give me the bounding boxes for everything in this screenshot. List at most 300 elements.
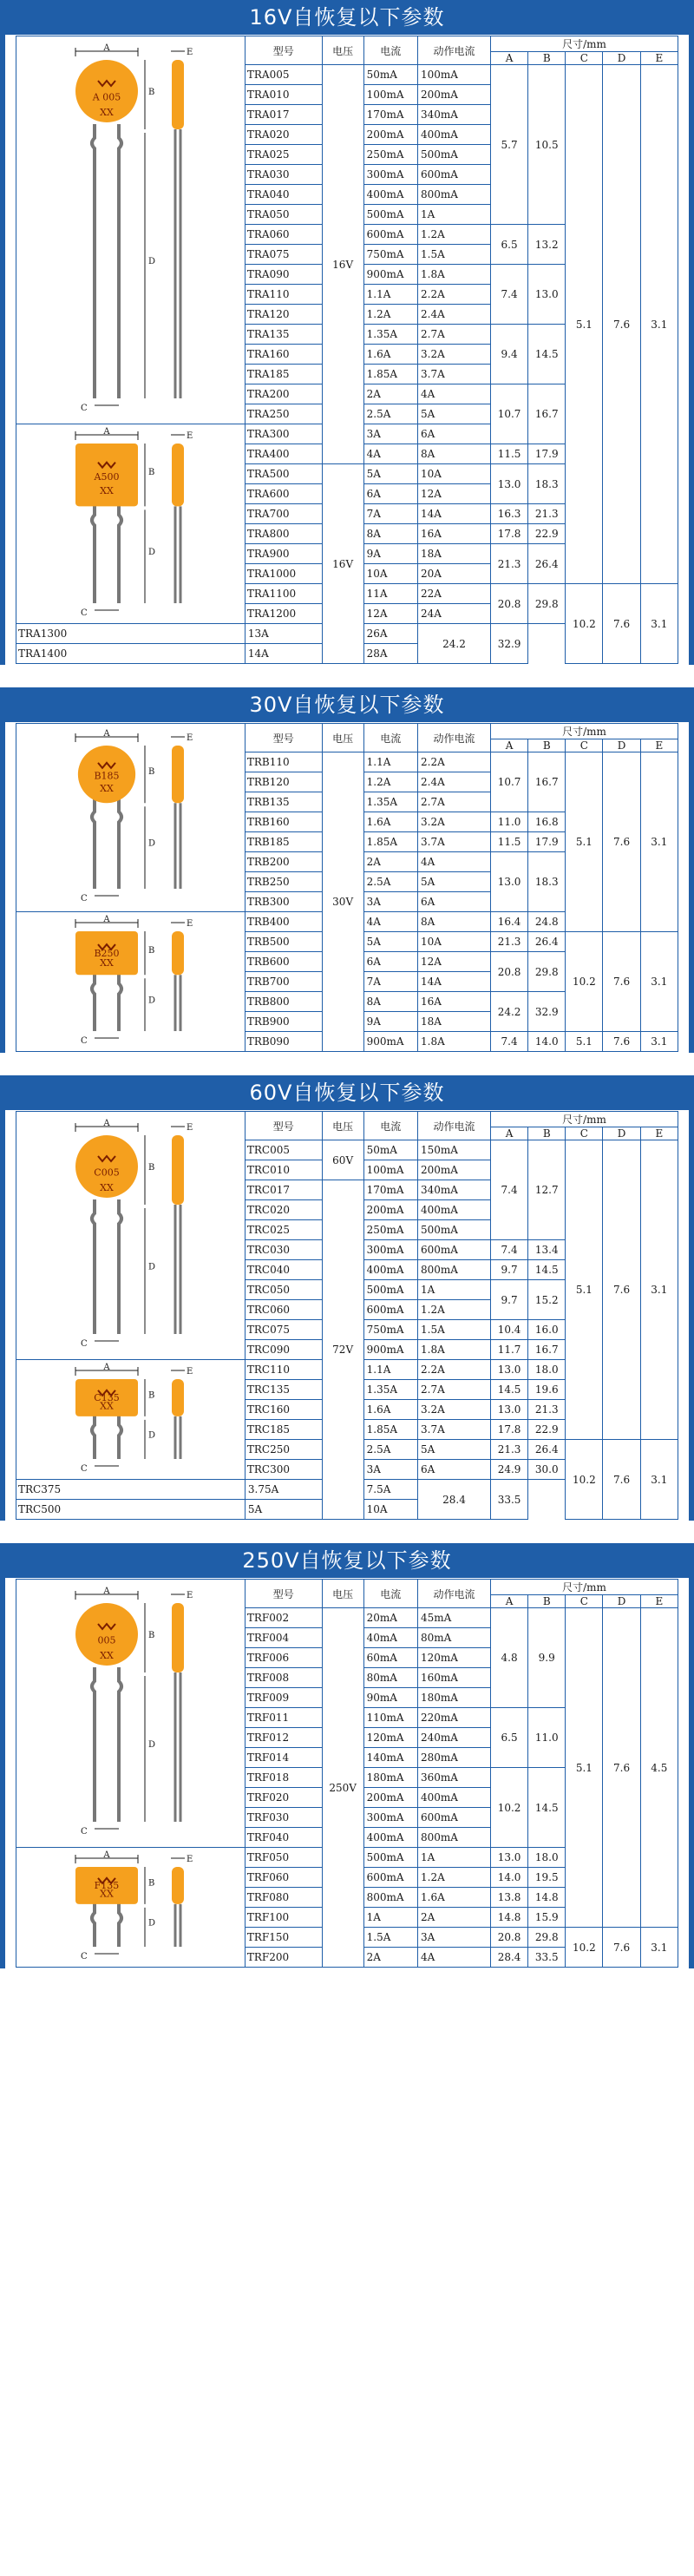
dim-a-cell: 7.4 xyxy=(490,265,527,325)
current-cell: 500mA xyxy=(363,1280,417,1300)
dim-b-cell: 18.3 xyxy=(528,464,566,504)
dim-a-cell: 20.8 xyxy=(490,952,527,992)
column-header-b: B xyxy=(528,1595,566,1608)
product-drawing xyxy=(16,1848,246,1968)
dim-b-cell: 21.3 xyxy=(528,504,566,524)
dim-a-cell: 16.3 xyxy=(490,504,527,524)
current-cell: 2.5A xyxy=(363,872,417,892)
dim-c-cell: 5.1 xyxy=(566,752,603,932)
current-cell: 300mA xyxy=(363,1808,417,1828)
dim-b-cell: 12.7 xyxy=(528,1140,566,1240)
dim-b-cell: 26.4 xyxy=(528,1440,566,1460)
trip-current-cell: 500mA xyxy=(418,1220,491,1240)
trip-current-cell: 18A xyxy=(418,1012,491,1032)
trip-current-cell: 16A xyxy=(418,992,491,1012)
svg-text:A: A xyxy=(103,1362,111,1372)
column-header-model: 型号 xyxy=(245,1112,322,1140)
model-cell: TRC250 xyxy=(245,1440,322,1460)
trip-current-cell: 1A xyxy=(418,1848,491,1868)
dim-a-cell: 10.4 xyxy=(490,1320,527,1340)
dim-c-cell: 5.1 xyxy=(566,1032,603,1052)
column-header-e: E xyxy=(640,52,678,65)
dim-c-cell: 5.1 xyxy=(566,1608,603,1928)
trip-current-cell: 1.2A xyxy=(418,1300,491,1320)
section-title: 250V自恢复以下参数 xyxy=(242,1548,452,1573)
svg-text:C135: C135 xyxy=(94,1391,121,1403)
svg-text:XX: XX xyxy=(100,1887,115,1899)
column-header-model: 型号 xyxy=(245,724,322,752)
current-cell: 400mA xyxy=(363,1828,417,1848)
trip-current-cell: 100mA xyxy=(418,65,491,85)
trip-current-cell: 24A xyxy=(418,604,491,624)
dim-b-cell: 26.4 xyxy=(528,544,566,584)
disc-ptc-fuse-drawing xyxy=(48,1118,213,1353)
trip-current-cell: 600mA xyxy=(418,1808,491,1828)
trip-current-cell: 5A xyxy=(418,404,491,424)
model-cell: TRA200 xyxy=(245,384,322,404)
column-header-voltage: 电压 xyxy=(322,724,363,752)
model-cell: TRF009 xyxy=(245,1688,322,1708)
dim-a-cell: 6.5 xyxy=(490,225,527,265)
svg-text:C: C xyxy=(81,1463,88,1474)
current-cell: 1.85A xyxy=(363,1420,417,1440)
section-separator xyxy=(0,1521,694,1543)
dim-e-cell: 3.1 xyxy=(640,584,678,664)
svg-text:E: E xyxy=(187,1366,193,1377)
model-cell: TRA800 xyxy=(245,524,322,544)
svg-text:C: C xyxy=(81,1035,88,1046)
current-cell: 2A xyxy=(363,384,417,404)
dim-b-cell: 18.0 xyxy=(528,1848,566,1868)
column-header-d: D xyxy=(603,52,640,65)
model-cell: TRB250 xyxy=(245,872,322,892)
dim-a-cell: 20.8 xyxy=(490,584,527,624)
current-cell: 200mA xyxy=(363,1788,417,1808)
svg-text:XX: XX xyxy=(100,484,115,496)
model-cell: TRF100 xyxy=(245,1908,322,1928)
trip-current-cell: 800mA xyxy=(418,1260,491,1280)
svg-text:F135: F135 xyxy=(95,1879,120,1891)
dim-b-cell: 22.9 xyxy=(528,524,566,544)
dim-a-cell: 11.5 xyxy=(490,444,527,464)
trip-current-cell: 26A xyxy=(363,624,417,644)
model-cell: TRA090 xyxy=(245,265,322,285)
trip-current-cell: 4A xyxy=(418,852,491,872)
svg-text:A: A xyxy=(103,43,111,53)
dim-b-cell: 16.7 xyxy=(528,752,566,812)
dim-a-cell: 16.4 xyxy=(490,912,527,932)
current-cell: 8A xyxy=(363,992,417,1012)
current-cell: 2A xyxy=(363,1948,417,1968)
dim-b-cell: 24.8 xyxy=(528,912,566,932)
model-cell: TRB400 xyxy=(245,912,322,932)
trip-current-cell: 340mA xyxy=(418,1180,491,1200)
dim-a-cell: 14.8 xyxy=(490,1908,527,1928)
trip-current-cell: 200mA xyxy=(418,1160,491,1180)
svg-text:C: C xyxy=(81,1827,88,1837)
model-cell: TRC060 xyxy=(245,1300,322,1320)
dim-b-cell: 29.8 xyxy=(528,584,566,624)
model-cell: TRA110 xyxy=(245,285,322,305)
column-header-dimensions: 尺寸/mm xyxy=(490,1580,678,1595)
svg-text:B: B xyxy=(148,1631,155,1640)
svg-text:E: E xyxy=(187,1123,193,1133)
svg-text:A: A xyxy=(103,728,111,739)
trip-current-cell: 220mA xyxy=(418,1708,491,1728)
trip-current-cell: 1.5A xyxy=(418,245,491,265)
current-cell: 6A xyxy=(363,952,417,972)
svg-text:D: D xyxy=(148,1262,156,1272)
current-cell: 100mA xyxy=(363,1160,417,1180)
model-cell: TRB200 xyxy=(245,852,322,872)
svg-text:C005: C005 xyxy=(94,1166,121,1179)
dim-c-cell: 5.1 xyxy=(566,65,603,584)
svg-text:C: C xyxy=(81,1951,88,1962)
model-cell: TRC020 xyxy=(245,1200,322,1220)
model-cell: TRA1400 xyxy=(16,644,246,664)
rect-ptc-fuse-drawing xyxy=(48,914,213,1050)
column-header-e: E xyxy=(640,1127,678,1140)
column-header-model: 型号 xyxy=(245,1580,322,1608)
current-cell: 1A xyxy=(363,1908,417,1928)
current-cell: 1.35A xyxy=(363,325,417,345)
current-cell: 250mA xyxy=(363,1220,417,1240)
model-cell: TRA005 xyxy=(245,65,322,85)
dim-b-cell: 18.0 xyxy=(528,1360,566,1380)
trip-current-cell: 12A xyxy=(418,952,491,972)
current-cell: 80mA xyxy=(363,1668,417,1688)
svg-text:C: C xyxy=(81,893,88,904)
dim-a-cell: 9.7 xyxy=(490,1260,527,1280)
trip-current-cell: 600mA xyxy=(418,1240,491,1260)
svg-text:XX: XX xyxy=(100,782,115,794)
svg-text:E: E xyxy=(187,48,193,57)
current-cell: 50mA xyxy=(363,1140,417,1160)
column-header-a: A xyxy=(490,1595,527,1608)
model-cell: TRA017 xyxy=(245,105,322,125)
trip-current-cell: 3.7A xyxy=(418,1420,491,1440)
section-separator xyxy=(0,665,694,687)
parameter-section xyxy=(0,1075,694,1521)
trip-current-cell: 2.7A xyxy=(418,1380,491,1400)
column-header-voltage: 电压 xyxy=(322,1112,363,1140)
model-cell: TRC300 xyxy=(245,1460,322,1480)
trip-current-cell: 16A xyxy=(418,524,491,544)
dim-b-cell: 33.5 xyxy=(528,1948,566,1968)
current-cell: 4A xyxy=(363,444,417,464)
trip-current-cell: 2.4A xyxy=(418,305,491,325)
trip-current-cell: 80mA xyxy=(418,1628,491,1648)
model-cell: TRC050 xyxy=(245,1280,322,1300)
model-cell: TRF008 xyxy=(245,1668,322,1688)
column-header-current: 电流 xyxy=(363,1112,417,1140)
voltage-cell xyxy=(322,464,363,664)
svg-text:C: C xyxy=(81,1339,88,1349)
column-header-e: E xyxy=(640,1595,678,1608)
model-cell: TRC185 xyxy=(245,1420,322,1440)
trip-current-cell: 240mA xyxy=(418,1728,491,1748)
svg-text:A: A xyxy=(103,1119,111,1128)
column-header-d: D xyxy=(603,1127,640,1140)
voltage-value: 16V xyxy=(332,258,354,271)
current-cell: 1.2A xyxy=(363,772,417,792)
dim-a-cell: 10.7 xyxy=(490,752,527,812)
disc-ptc-fuse-drawing xyxy=(48,1586,213,1841)
dim-a-cell: 17.8 xyxy=(490,1420,527,1440)
column-header-current: 电流 xyxy=(363,36,417,65)
dim-e-cell: 3.1 xyxy=(640,1440,678,1520)
current-cell: 750mA xyxy=(363,1320,417,1340)
dim-a-cell: 10.2 xyxy=(490,1768,527,1848)
trip-current-cell: 4A xyxy=(418,1948,491,1968)
model-cell: TRA050 xyxy=(245,205,322,225)
trip-current-cell: 3.2A xyxy=(418,1400,491,1420)
current-cell: 1.5A xyxy=(363,1928,417,1948)
dim-b-cell: 14.5 xyxy=(528,1260,566,1280)
dim-b-cell: 14.8 xyxy=(528,1888,566,1908)
current-cell: 5A xyxy=(245,1500,322,1520)
model-cell: TRB090 xyxy=(245,1032,322,1052)
current-cell: 1.85A xyxy=(363,832,417,852)
svg-text:D: D xyxy=(148,257,156,266)
spec-table xyxy=(16,1111,678,1520)
dim-b-cell: 16.0 xyxy=(528,1320,566,1340)
current-cell: 1.1A xyxy=(363,752,417,772)
model-cell: TRA250 xyxy=(245,404,322,424)
product-drawing xyxy=(16,1580,246,1848)
model-cell: TRA700 xyxy=(245,504,322,524)
trip-current-cell: 1.6A xyxy=(418,1888,491,1908)
dim-c-cell: 10.2 xyxy=(566,1928,603,1968)
disc-ptc-fuse-drawing xyxy=(48,43,213,417)
trip-current-cell: 10A xyxy=(418,464,491,484)
column-header-dimensions: 尺寸/mm xyxy=(490,1112,678,1127)
current-cell: 9A xyxy=(363,1012,417,1032)
current-cell: 900mA xyxy=(363,265,417,285)
trip-current-cell: 180mA xyxy=(418,1688,491,1708)
model-cell: TRB600 xyxy=(245,952,322,972)
column-header-a: A xyxy=(490,52,527,65)
column-header-c: C xyxy=(566,1127,603,1140)
dim-c-cell: 10.2 xyxy=(566,932,603,1032)
current-cell: 4A xyxy=(363,912,417,932)
current-cell: 6A xyxy=(363,484,417,504)
trip-current-cell: 2.2A xyxy=(418,1360,491,1380)
column-header-a: A xyxy=(490,739,527,752)
current-cell: 400mA xyxy=(363,185,417,205)
trip-current-cell: 45mA xyxy=(418,1608,491,1628)
parameter-section xyxy=(0,0,694,665)
svg-text:B185: B185 xyxy=(94,769,120,781)
dim-b-cell: 17.9 xyxy=(528,444,566,464)
trip-current-cell: 5A xyxy=(418,872,491,892)
trip-current-cell: 500mA xyxy=(418,145,491,165)
svg-text:E: E xyxy=(187,1854,193,1864)
model-cell: TRB900 xyxy=(245,1012,322,1032)
model-cell: TRC030 xyxy=(245,1240,322,1260)
current-cell: 1.6A xyxy=(363,1400,417,1420)
svg-text:B: B xyxy=(148,766,155,777)
dim-a-cell: 14.0 xyxy=(490,1868,527,1888)
dim-b-cell: 30.0 xyxy=(528,1460,566,1480)
trip-current-cell: 2.7A xyxy=(418,325,491,345)
current-cell: 50mA xyxy=(363,65,417,85)
model-cell: TRF006 xyxy=(245,1648,322,1668)
dim-b-cell: 32.9 xyxy=(490,624,527,664)
product-drawing xyxy=(16,912,246,1052)
current-cell: 5A xyxy=(363,932,417,952)
dim-e-cell: 3.1 xyxy=(640,1928,678,1968)
voltage-value: 60V xyxy=(332,1153,354,1166)
current-cell: 100mA xyxy=(363,85,417,105)
trip-current-cell: 1.5A xyxy=(418,1320,491,1340)
model-cell: TRA040 xyxy=(245,185,322,205)
model-cell: TRC160 xyxy=(245,1400,322,1420)
model-cell: TRF018 xyxy=(245,1768,322,1788)
product-drawing xyxy=(16,36,246,424)
current-cell: 3A xyxy=(363,1460,417,1480)
spec-table xyxy=(16,1579,678,1968)
dim-a-cell: 21.3 xyxy=(490,1440,527,1460)
model-cell: TRA135 xyxy=(245,325,322,345)
dim-a-cell: 14.5 xyxy=(490,1380,527,1400)
model-cell: TRB160 xyxy=(245,812,322,832)
model-cell: TRC075 xyxy=(245,1320,322,1340)
dim-b-cell: 13.0 xyxy=(528,265,566,325)
svg-text:D: D xyxy=(148,1740,156,1750)
dim-e-cell: 4.5 xyxy=(640,1608,678,1928)
rect-ptc-fuse-drawing xyxy=(48,1362,213,1478)
trip-current-cell: 22A xyxy=(418,584,491,604)
rect-ptc-fuse-drawing xyxy=(48,1850,213,1966)
svg-text:D: D xyxy=(148,1917,156,1928)
trip-current-cell: 2.4A xyxy=(418,772,491,792)
current-cell: 2.5A xyxy=(363,404,417,424)
trip-current-cell: 8A xyxy=(418,444,491,464)
trip-current-cell: 160mA xyxy=(418,1668,491,1688)
dim-a-cell: 4.8 xyxy=(490,1608,527,1708)
dim-a-cell: 13.0 xyxy=(490,1360,527,1380)
current-cell: 200mA xyxy=(363,1200,417,1220)
model-cell: TRF014 xyxy=(245,1748,322,1768)
svg-text:B: B xyxy=(148,1877,155,1888)
current-cell: 1.35A xyxy=(363,792,417,812)
column-header-dimensions: 尺寸/mm xyxy=(490,36,678,52)
dim-b-cell: 19.6 xyxy=(528,1380,566,1400)
dim-a-cell: 9.7 xyxy=(490,1280,527,1320)
voltage-value: 16V xyxy=(332,557,354,570)
dim-e-cell: 3.1 xyxy=(640,1140,678,1440)
current-cell: 170mA xyxy=(363,1180,417,1200)
model-cell: TRA025 xyxy=(245,145,322,165)
current-cell: 20mA xyxy=(363,1608,417,1628)
parameter-section xyxy=(0,687,694,1053)
model-cell: TRC375 xyxy=(16,1480,246,1500)
dim-a-cell: 7.4 xyxy=(490,1140,527,1240)
dim-d-cell: 7.6 xyxy=(603,932,640,1032)
model-cell: TRA300 xyxy=(245,424,322,444)
model-cell: TRC017 xyxy=(245,1180,322,1200)
product-drawing xyxy=(16,724,246,912)
current-cell: 8A xyxy=(363,524,417,544)
model-cell: TRA075 xyxy=(245,245,322,265)
column-header-c: C xyxy=(566,1595,603,1608)
current-cell: 500mA xyxy=(363,205,417,225)
column-header-e: E xyxy=(640,739,678,752)
svg-text:B: B xyxy=(148,1163,155,1173)
dim-d-cell: 7.6 xyxy=(603,1608,640,1928)
product-drawing xyxy=(16,424,246,624)
model-cell: TRA500 xyxy=(245,464,322,484)
current-cell: 14A xyxy=(245,644,322,664)
current-cell: 800mA xyxy=(363,1888,417,1908)
svg-text:E: E xyxy=(187,918,193,929)
product-drawing xyxy=(16,1112,246,1360)
svg-text:D: D xyxy=(148,996,156,1006)
model-cell: TRC110 xyxy=(245,1360,322,1380)
voltage-value: 250V xyxy=(329,1781,357,1794)
current-cell: 600mA xyxy=(363,225,417,245)
current-cell: 110mA xyxy=(363,1708,417,1728)
trip-current-cell: 3A xyxy=(418,1928,491,1948)
trip-current-cell: 3.2A xyxy=(418,345,491,365)
trip-current-cell: 3.7A xyxy=(418,832,491,852)
trip-current-cell: 1.2A xyxy=(418,1868,491,1888)
dim-b-cell: 17.9 xyxy=(528,832,566,852)
svg-text:A: A xyxy=(103,1850,111,1860)
svg-text:A: A xyxy=(103,426,111,437)
dim-e-cell: 3.1 xyxy=(640,932,678,1032)
parameter-section xyxy=(0,1543,694,1968)
current-cell: 3A xyxy=(363,424,417,444)
current-cell: 250mA xyxy=(363,145,417,165)
current-cell: 5A xyxy=(363,464,417,484)
trip-current-cell: 6A xyxy=(418,424,491,444)
dim-b-cell: 19.5 xyxy=(528,1868,566,1888)
dim-b-cell: 14.0 xyxy=(528,1032,566,1052)
dim-b-cell: 26.4 xyxy=(528,932,566,952)
svg-text:XX: XX xyxy=(100,1182,115,1193)
trip-current-cell: 1.8A xyxy=(418,265,491,285)
model-cell: TRA1100 xyxy=(245,584,322,604)
dim-b-cell: 14.5 xyxy=(528,1768,566,1848)
svg-text:XX: XX xyxy=(100,956,115,969)
dim-b-cell: 10.5 xyxy=(528,65,566,225)
svg-text:E: E xyxy=(187,733,193,743)
model-cell: TRA020 xyxy=(245,125,322,145)
dim-e-cell: 3.1 xyxy=(640,752,678,932)
current-cell: 10A xyxy=(363,564,417,584)
svg-text:A500: A500 xyxy=(94,470,120,483)
voltage-cell xyxy=(322,1140,363,1180)
dim-b-cell: 14.5 xyxy=(528,325,566,384)
trip-current-cell: 10A xyxy=(418,932,491,952)
dim-a-cell: 17.8 xyxy=(490,524,527,544)
model-cell: TRF050 xyxy=(245,1848,322,1868)
dim-d-cell: 7.6 xyxy=(603,584,640,664)
trip-current-cell: 7.5A xyxy=(363,1480,417,1500)
product-drawing xyxy=(16,1360,246,1480)
dim-b-cell: 32.9 xyxy=(528,992,566,1032)
dim-b-cell: 15.9 xyxy=(528,1908,566,1928)
svg-text:D: D xyxy=(148,1429,156,1440)
model-cell: TRF080 xyxy=(245,1888,322,1908)
current-cell: 2A xyxy=(363,852,417,872)
dim-b-cell: 33.5 xyxy=(490,1480,527,1520)
model-cell: TRB800 xyxy=(245,992,322,1012)
voltage-cell xyxy=(322,1180,363,1520)
model-cell: TRF200 xyxy=(245,1948,322,1968)
